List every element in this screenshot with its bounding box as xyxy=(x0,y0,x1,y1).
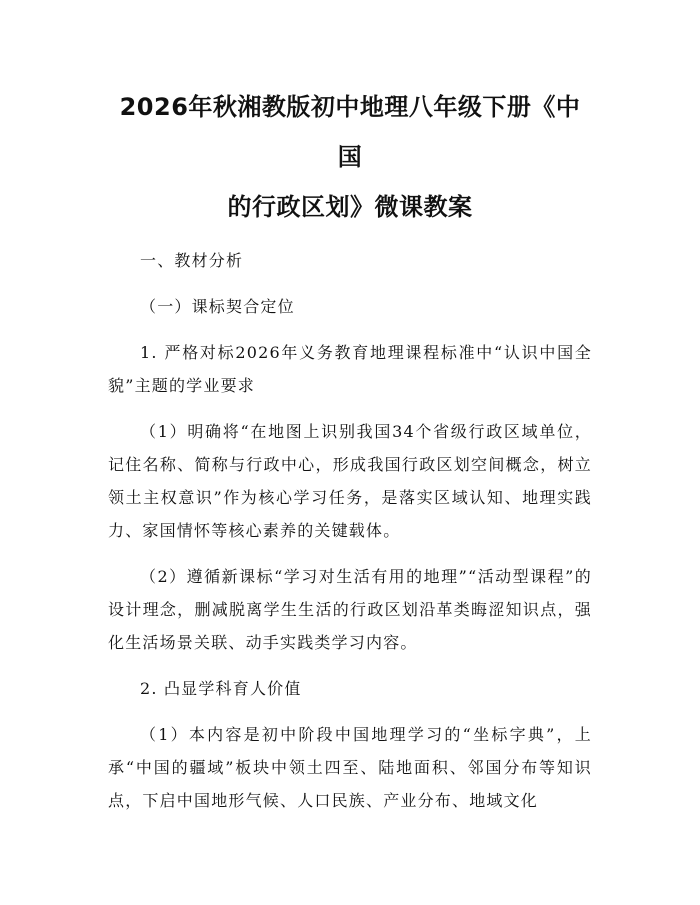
body-paragraph: （1）明确将“在地图上识别我国34个省级行政区域单位，记住名称、简称与行政中心，形成我国行政区划空间概念，树立领土主权意识”作为核心学习任务，是落实区域认知、地理实践力、家国情怀等核心素养的关键载体。 xyxy=(108,422,592,540)
point-heading: 1. 严格对标2026年义务教育地理课程标准中“认识中国全貌”主题的学业要求 xyxy=(108,343,592,395)
body-paragraph: （2）遵循新课标“学习对生活有用的地理”“活动型课程”的设计理念，删减脱离学生生活的行政区划沿革类晦涩知识点，强化生活场景关联、动手实践类学习内容。 xyxy=(108,567,592,652)
point-heading: 2. 凸显学科育人价值 xyxy=(140,679,302,698)
title-line-1: 2026年秋湘教版初中地理八年级下册《中国 xyxy=(119,93,581,171)
body-paragraph: （1）本内容是初中阶段中国地理学习的“坐标字典”，上承“中国的疆域”板块中领土四至、陆地面积、邻国分布等知识点，下启中国地形气候、人口民族、产业分布、地域文化 xyxy=(108,725,592,810)
title-line-2: 的行政区划》微课教案 xyxy=(227,193,473,221)
section-heading: 一、教材分析 xyxy=(140,251,244,270)
document-body xyxy=(108,244,592,817)
document-title xyxy=(108,0,592,232)
subsection-heading: （一）课标契合定位 xyxy=(140,297,295,316)
